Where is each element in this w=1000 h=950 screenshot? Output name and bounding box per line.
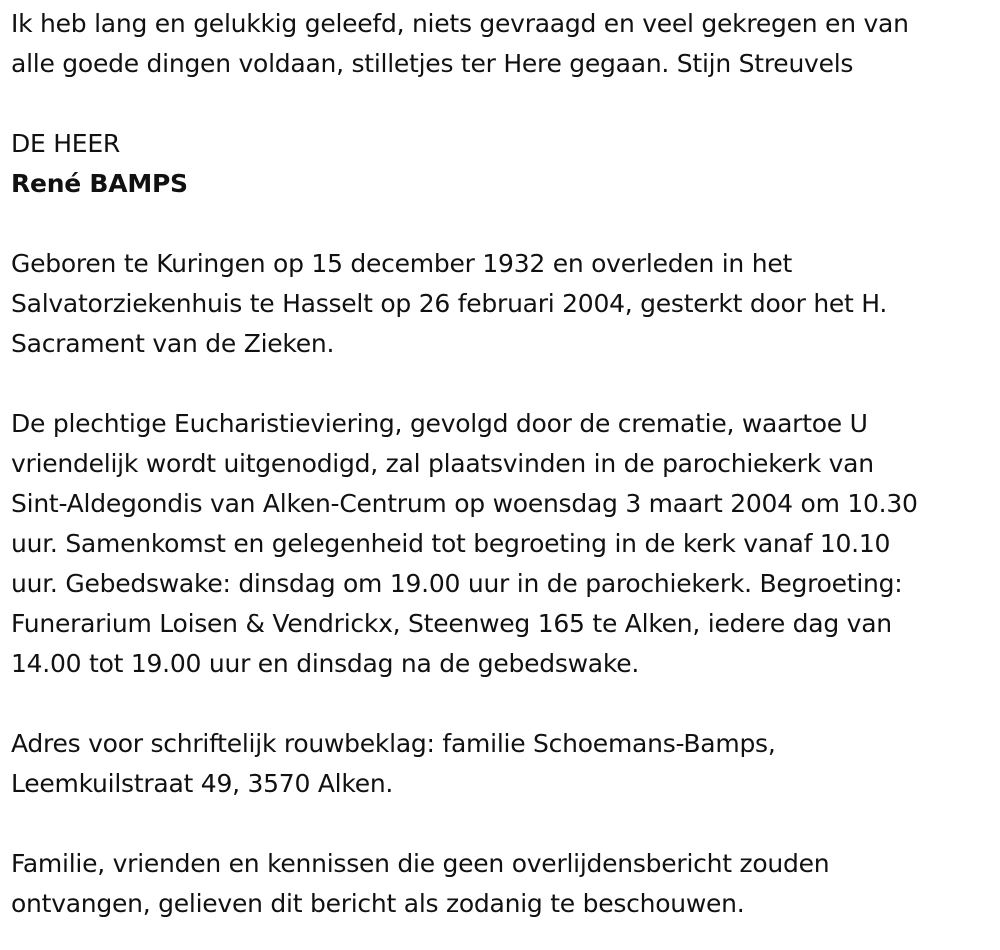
address-line: Adres voor schriftelijk rouwbeklag: familie Schoemans-Bamps, xyxy=(11,729,776,758)
birth-death-line: Salvatorziekenhuis te Hasselt op 26 februari 2004, gesterkt door het H. xyxy=(11,289,888,318)
address-paragraph xyxy=(11,724,995,804)
quote-paragraph xyxy=(11,4,995,84)
ceremony-paragraph xyxy=(11,404,995,684)
ceremony-line: 14.00 tot 19.00 uur en dinsdag na de gebedswake. xyxy=(11,649,640,678)
deceased-title: DE HEER xyxy=(11,129,121,158)
ceremony-line: uur. Gebedswake: dinsdag om 19.00 uur in de parochiekerk. Begroeting: xyxy=(11,569,903,598)
deceased-heading xyxy=(11,124,995,204)
birth-death-line: Geboren te Kuringen op 15 december 1932 en overleden in het xyxy=(11,249,793,278)
deceased-name: René BAMPS xyxy=(11,169,188,198)
ceremony-line: De plechtige Eucharistieviering, gevolgd door de crematie, waartoe U xyxy=(11,409,868,438)
birth-death-paragraph xyxy=(11,244,995,364)
paragraph-spacer xyxy=(11,804,995,844)
address-line: Leemkuilstraat 49, 3570 Alken. xyxy=(11,769,394,798)
paragraph-spacer xyxy=(11,684,995,724)
birth-death-line: Sacrament van de Zieken. xyxy=(11,329,335,358)
ceremony-line: Sint-Aldegondis van Alken-Centrum op woensdag 3 maart 2004 om 10.30 xyxy=(11,489,918,518)
quote-line: Ik heb lang en gelukkig geleefd, niets gevraagd en veel gekregen en van xyxy=(11,9,909,38)
ceremony-line: uur. Samenkomst en gelegenheid tot begroeting in de kerk vanaf 10.10 xyxy=(11,529,891,558)
ceremony-line: vriendelijk wordt uitgenodigd, zal plaatsvinden in de parochiekerk van xyxy=(11,449,874,478)
paragraph-spacer xyxy=(11,204,995,244)
quote-line: alle goede dingen voldaan, stilletjes ter Here gegaan. Stijn Streuvels xyxy=(11,49,854,78)
ceremony-line: Funerarium Loisen & Vendrickx, Steenweg 165 te Alken, iedere dag van xyxy=(11,609,892,638)
paragraph-spacer xyxy=(11,84,995,124)
closing-line: Familie, vrienden en kennissen die geen overlijdensbericht zouden xyxy=(11,849,830,878)
paragraph-spacer xyxy=(11,364,995,404)
closing-line: ontvangen, gelieven dit bericht als zodanig te beschouwen. xyxy=(11,889,745,918)
obituary-document xyxy=(11,4,995,924)
closing-paragraph xyxy=(11,844,995,924)
